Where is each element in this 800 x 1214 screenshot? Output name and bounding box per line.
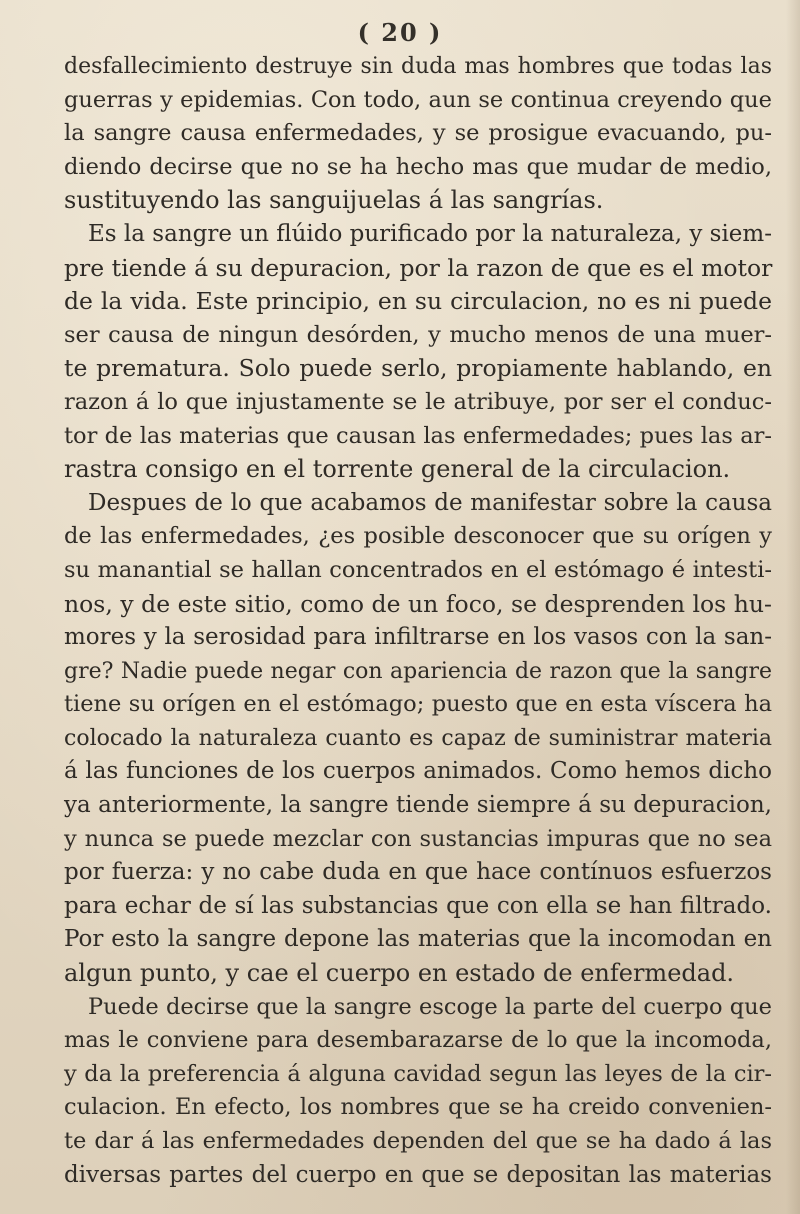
text-line: colocado la naturaleza cuanto es capaz de suministrar materia <box>64 725 772 751</box>
text-line: diversas partes del cuerpo en que se depositan las materias <box>64 1161 772 1188</box>
text-line: diendo decirse que no se ha hecho mas que mudar de medio, <box>64 153 772 180</box>
text-line: y nunca se puede mezclar con sustancias impuras que no sea <box>64 825 772 852</box>
text-line: rastra consigo en el torrente general de la circulacion. <box>64 455 731 484</box>
text-line: tor de las materias que causan las enfermedades; pues las ar- <box>64 422 772 449</box>
page-edge-shadow <box>786 0 800 1214</box>
text-line: guerras y epidemias. Con todo, aun se continua creyendo que <box>64 86 772 113</box>
text-line: nos, y de este sitio, como de un foco, se desprenden los hu- <box>64 589 772 618</box>
text-line: ser causa de ningun desórden, y mucho menos de una muer- <box>64 321 772 348</box>
text-line: pre tiende á su depuracion, por la razon de que es el motor <box>64 253 773 282</box>
text-line: sustituyendo las sanguijuelas á las sangrías. <box>64 186 604 215</box>
body-text <box>64 50 772 1192</box>
text-line: Despues de lo que acabamos de manifestar sobre la causa <box>88 489 772 516</box>
text-line: te prematura. Solo puede serlo, propiamente hablando, en <box>64 354 772 383</box>
text-line: la sangre causa enfermedades, y se prosigue evacuando, pu- <box>64 120 772 147</box>
text-line: desfallecimiento destruye sin duda mas hombres que todas las <box>64 54 772 79</box>
text-line: tiene su orígen en el estómago; puesto que en esta víscera ha <box>64 691 772 718</box>
text-line: ya anteriormente, la sangre tiende siempre á su depuracion, <box>64 792 772 819</box>
text-line: y da la preferencia á alguna cavidad segun las leyes de la cir- <box>64 1060 772 1087</box>
text-line: para echar de sí las substancias que con ella se han filtrado. <box>64 892 772 919</box>
text-line: gre? Nadie puede negar con apariencia de razon que la sangre <box>64 658 772 684</box>
text-line: á las funciones de los cuerpos animados. Como hemos dicho <box>64 758 772 785</box>
text-line: Puede decirse que la sangre escoge la parte del cuerpo que <box>88 993 772 1020</box>
text-line: su manantial se hallan concentrados en el estómago é intesti- <box>64 556 772 583</box>
page-number: ( 20 ) <box>357 18 443 47</box>
text-line: Es la sangre un flúido purificado por la naturaleza, y siem- <box>88 220 772 247</box>
text-line: Por esto la sangre depone las materias que la incomodan en <box>64 926 772 953</box>
text-line: razon á lo que injustamente se le atribuye, por ser el conduc- <box>64 388 772 415</box>
text-line: mas le conviene para desembarazarse de lo que la incomoda, <box>64 1027 772 1054</box>
text-line: por fuerza: y no cabe duda en que hace contínuos esfuerzos <box>64 859 772 886</box>
text-line: de la vida. Este principio, en su circulacion, no es ni puede <box>64 287 772 316</box>
text-line: mores y la serosidad para infiltrarse en los vasos con la san- <box>64 624 772 651</box>
text-line: de las enfermedades, ¿es posible desconocer que su orígen y <box>64 523 772 550</box>
text-line: te dar á las enfermedades dependen del que se ha dado á las <box>64 1128 772 1154</box>
text-line: algun punto, y cae el cuerpo en estado de enfermedad. <box>64 959 735 988</box>
text-line: culacion. En efecto, los nombres que se ha creido convenien- <box>64 1094 772 1121</box>
